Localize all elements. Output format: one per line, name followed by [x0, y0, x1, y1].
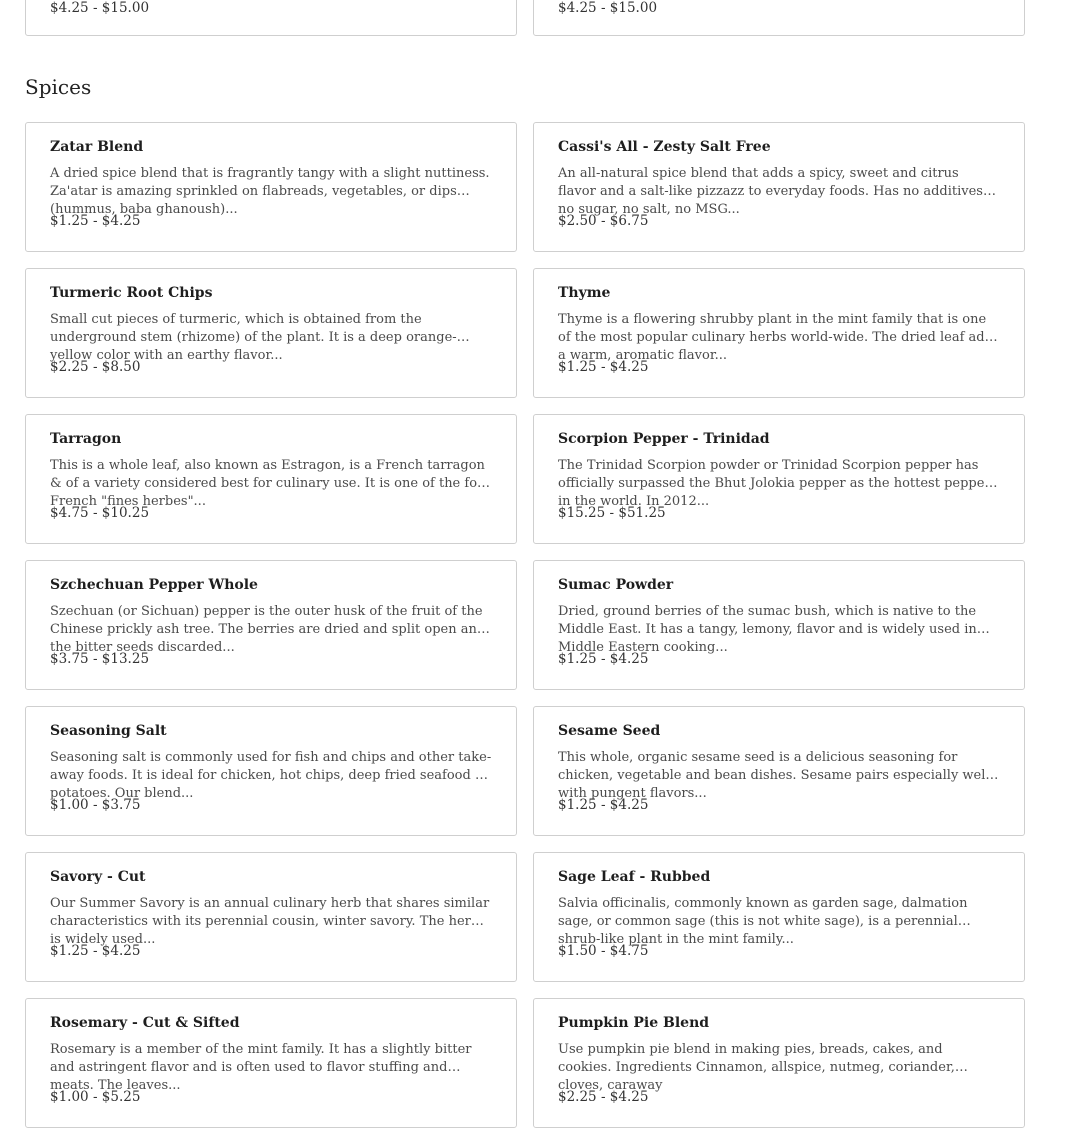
product-card[interactable] [533, 0, 1025, 36]
product-description: An all-natural spice blend that adds a spicy, sweet and citrus flavor and a salt-like pizzazz to everyday foods. Has no additives - no sugar, no salt, no MSG... [558, 166, 992, 217]
product-card[interactable] [25, 414, 517, 544]
product-price: $1.25 - $4.25 [558, 651, 649, 667]
product-price: $1.25 - $4.25 [558, 359, 649, 375]
product-name: Scorpion Pepper - Trinidad [558, 431, 770, 447]
product-description: Seasoning salt is commonly used for fish and chips and other take-away foods. It is ideal for chicken, hot chips, deep fried seafood or potatoes. Our blend... [50, 750, 492, 801]
product-description: Szechuan (or Sichuan) pepper is the outer husk of the fruit of the Chinese prickly ash tree. The berries are dried and split open and the bitter seeds discarded... [50, 604, 486, 655]
product-name: Szchechuan Pepper Whole [50, 577, 258, 593]
product-price: $3.75 - $13.25 [50, 651, 150, 667]
product-card[interactable] [25, 560, 517, 690]
product-card[interactable] [533, 122, 1025, 252]
product-card[interactable] [533, 414, 1025, 544]
product-description: The Trinidad Scorpion powder or Trinidad Scorpion pepper has officially surpassed the Bhut Jolokia pepper as the hottest pepper in the world. In 2012... [558, 458, 991, 509]
product-description: This is a whole leaf, also known as Estragon, is a French tarragon & of a variety considered best for culinary use. It is one of the four French "fines herbes"... [50, 458, 492, 509]
product-grid [25, 122, 1025, 1128]
product-description: This whole, organic sesame seed is a delicious seasoning for chicken, vegetable and bean dishes. Sesame pairs especially well with pungent flavors... [558, 750, 990, 801]
product-description: Salvia officinalis, commonly known as garden sage, dalmation sage, or common sage (this is not white sage), is a perennial shrub-like plant in the mint family... [558, 896, 968, 947]
product-name: Rosemary - Cut & Sifted [50, 1015, 240, 1031]
product-price: $1.50 - $4.75 [558, 943, 649, 959]
product-price: $4.75 - $10.25 [50, 505, 150, 521]
product-card[interactable] [533, 852, 1025, 982]
product-price: $4.25 - $15.00 [50, 0, 150, 16]
previous-section-row [25, 0, 1025, 36]
product-price: $4.25 - $15.00 [558, 0, 658, 16]
product-card[interactable] [533, 998, 1025, 1128]
product-card[interactable] [25, 0, 517, 36]
product-name: Sesame Seed [558, 723, 661, 739]
section-title: Spices [25, 75, 92, 99]
product-name: Zatar Blend [50, 139, 144, 155]
product-description: A dried spice blend that is fragrantly tangy with a slight nuttiness. Za'atar is amazing sprinkled on flabreads, vegetables, or dips (hummus, baba ghanoush)... [50, 166, 490, 217]
product-description: Use pumpkin pie blend in making pies, breads, cakes, and cookies. Ingredients Cinnamon, allspice, nutmeg, coriander, cloves, caraway [558, 1042, 955, 1093]
product-card[interactable] [25, 268, 517, 398]
product-price: $2.25 - $4.25 [558, 1089, 649, 1105]
product-price: $2.50 - $6.75 [558, 213, 649, 229]
product-name: Pumpkin Pie Blend [558, 1015, 710, 1031]
product-card[interactable] [25, 852, 517, 982]
product-card[interactable] [25, 706, 517, 836]
product-name: Thyme [558, 285, 611, 301]
product-price: $1.25 - $4.25 [50, 213, 141, 229]
product-card[interactable] [25, 998, 517, 1128]
product-description: Our Summer Savory is an annual culinary herb that shares similar characteristics with its perennial cousin, winter savory. The herb is widely used... [50, 896, 490, 947]
product-description: Rosemary is a member of the mint family. It has a slightly bitter and astringent flavor and is often used to flavor stuffing and meats. The leaves... [50, 1042, 472, 1093]
product-price: $1.25 - $4.25 [50, 943, 141, 959]
product-card[interactable] [25, 122, 517, 252]
product-card[interactable] [533, 268, 1025, 398]
product-description: Thyme is a flowering shrubby plant in the mint family that is one of the most popular culinary herbs world-wide. The dried leaf adds a warm, aromatic flavor... [558, 312, 1000, 363]
product-price: $1.00 - $5.25 [50, 1089, 141, 1105]
product-price: $2.25 - $8.50 [50, 359, 141, 375]
product-price: $15.25 - $51.25 [558, 505, 666, 521]
product-name: Sumac Powder [558, 577, 674, 593]
product-name: Turmeric Root Chips [50, 285, 213, 301]
product-name: Savory - Cut [50, 869, 146, 885]
product-name: Seasoning Salt [50, 723, 167, 739]
product-price: $1.00 - $3.75 [50, 797, 141, 813]
product-name: Sage Leaf - Rubbed [558, 869, 711, 885]
product-name: Cassi's All - Zesty Salt Free [558, 139, 771, 155]
product-description: Dried, ground berries of the sumac bush, which is native to the Middle East. It has a tangy, lemony, flavor and is widely used in Middle Eastern cooking... [558, 604, 977, 655]
product-price: $1.25 - $4.25 [558, 797, 649, 813]
product-name: Tarragon [50, 431, 122, 447]
product-card[interactable] [533, 706, 1025, 836]
product-description: Small cut pieces of turmeric, which is obtained from the underground stem (rhizome) of the plant. It is a deep orange-yellow color with an earthy flavor... [50, 312, 457, 363]
product-card[interactable] [533, 560, 1025, 690]
